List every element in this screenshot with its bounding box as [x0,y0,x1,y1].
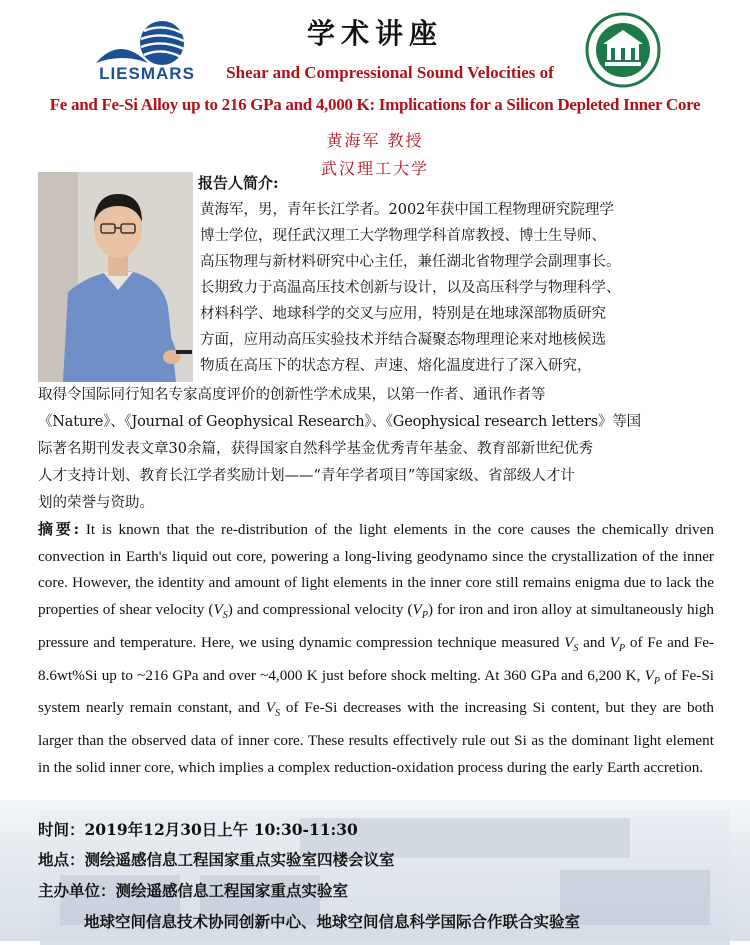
abstract-text: of Fe and Fe-8.6wt%Si up to ~216 GPa and over ~4,000 K just before shock melting. At 360 GPa and 6,200 K, [38,633,714,684]
abstract-text: of Fe-Si system nearly remain constant, and [38,666,714,717]
bio-line: 方面，应用动高压实验技术并结合凝聚态物理理论来对地核候选 [200,332,606,348]
place-value: 测绘遥感信息工程国家重点实验室四楼会议室 [84,850,395,869]
abstract-text: ) and compressional velocity ( [227,601,413,619]
time-label: 时间： [38,820,85,839]
host-value: 测绘遥感信息工程国家重点实验室 [115,881,349,900]
bio-line: 人才支持计划、教育长江学者奖励计划——“青年学者项目”等国家级、省部级人才计 [38,468,575,484]
speaker-photo [38,172,193,382]
vp-subscript: P [619,642,626,654]
bio-line: 黄海军，男，青年长江学者。2002年获中国工程物理研究院理学 [200,202,614,218]
vs-symbol: V [564,633,574,651]
abstract-text: It is known that the re-distribution of the light elements in the core causes the chemically driven convection in Earth's liquid out core, powering a long-living geodynamo since the crystallization of the inner core. However, the identity and amount of light elements in the inner core still remains enigma due to lack the properties of shear velocity ( [38,521,714,619]
vp-symbol: V [412,601,422,619]
vs-subscript: S [573,642,579,654]
vs-symbol: V [265,699,276,717]
speaker-name: 黄海军 教授 [326,131,424,150]
bio-line: 物质在高压下的状态方程、声速、熔化温度进行了深入研究， [200,358,592,374]
vs-symbol: V [213,601,223,619]
speaker-affiliation: 武汉理工大学 [320,159,429,178]
talk-title-line-2: Fe and Fe-Si Alloy up to 216 GPa and 4,000 K: Implications for a Silicon Depleted Inner Core [49,95,701,114]
talk-title-line-1: Shear and Compressional Sound Velocities of [226,63,554,82]
bio-line: 《Nature》、《Journal of Geophysical Research》、《Geophysical research letters》等国 [38,414,641,430]
bio-heading: 报告人简介: [198,174,279,192]
cohost-value: 地球空间信息技术协同创新中心、地球空间信息科学国际合作联合实验室 [84,912,581,931]
bio-line: 划的荣誉与资助。 [38,495,154,511]
event-cohost [84,910,580,932]
abstract-label: 摘要: [38,520,80,538]
bio-line: 博士学位，现任武汉理工大学物理学科首席教授、博士生导师、 [200,228,606,244]
vs-subscript: S [275,708,281,720]
vp-subscript: P [421,610,428,622]
host-label: 主办单位： [38,881,116,900]
bio-line: 材料科学、地球科学的交叉与应用，特别是在地球深部物质研究 [200,306,606,322]
vp-symbol: V [609,633,620,651]
bio-line: 长期致力于高温高压技术创新与设计，以及高压科学与物理科学、 [200,280,621,296]
abstract-text: and [578,633,610,651]
bio-line: 取得令国际同行知名专家高度评价的创新性学术成果，以第一作者、通讯作者等 [38,387,546,403]
bio-line: 际著名期刊发表文章30余篇，获得国家自然科学基金优秀青年基金、教育部新世纪优秀 [38,441,593,457]
bio-line: 高压物理与新材料研究中心主任，兼任湖北省物理学会副理事长。 [200,254,621,270]
vs-subscript: S [222,610,228,622]
wuhan-university-seal [585,12,661,88]
vp-subscript: P [653,675,660,687]
abstract [38,516,714,781]
liesmars-logo-text: LIESMARS [99,64,195,83]
vp-symbol: V [644,666,654,684]
time-value: 2019年12月30日上午 10:30-11:30 [84,820,358,839]
event-time [38,818,358,840]
event-host [38,879,348,901]
abstract-text: of Fe-Si decreases with the increasing Si content, but they are both larger than the observed data of inner core. These results effectively rule out Si as the dominant light element in the solid inner core, which implies a complex reduction-oxidation process during the early Earth accretion. [38,699,715,776]
event-place [38,848,395,870]
place-label: 地点： [38,850,85,869]
page-title: 学术讲座 [306,17,443,50]
abstract-text: ) for iron and iron alloy at simultaneously high pressure and temperature. Here, we using dynamic compression technique measured [38,601,715,651]
